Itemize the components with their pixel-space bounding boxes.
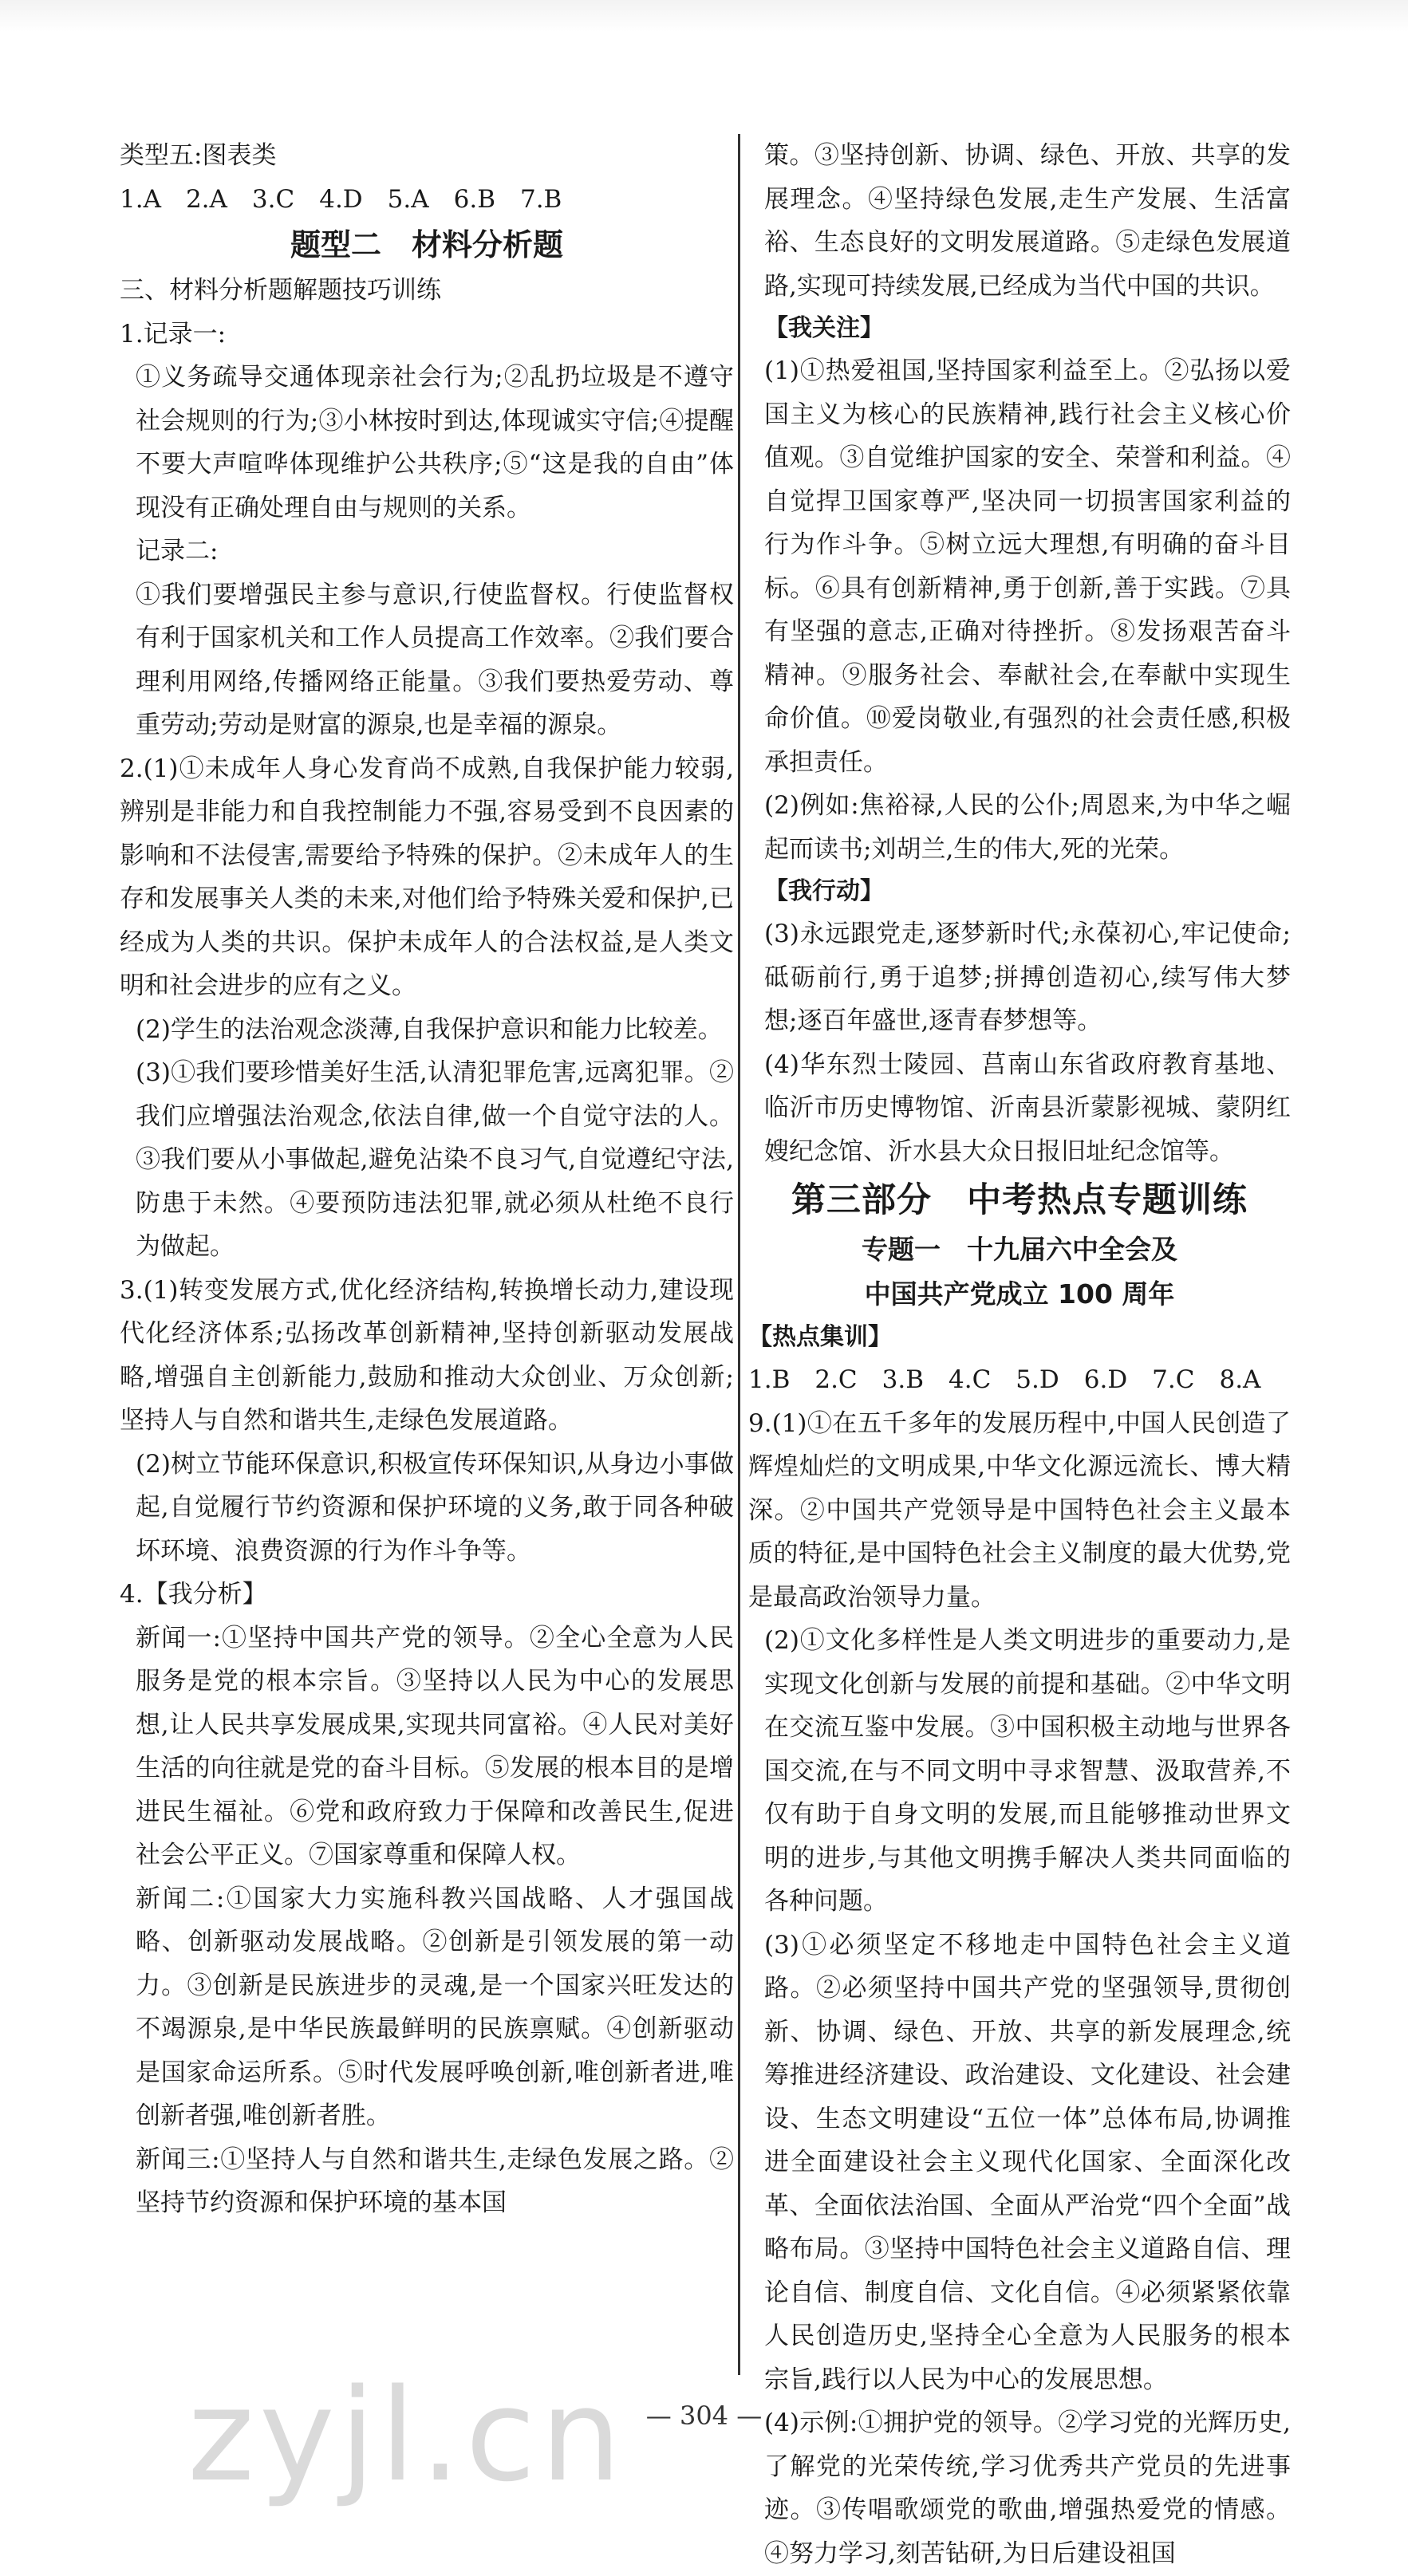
- left-paragraph: ①义务疏导交通体现亲社会行为;②乱扔垃圾是不遵守社会规则的行为;③小林按时到达,体现诚实守信;④提醒不要大声喧哗体现维护公共秩序;⑤“这是我的自由”体现没有正确处理自由与规则的关系。: [136, 363, 734, 522]
- left-paragraph: (2)学生的法治观念淡薄,自我保护意识和能力比较差。: [136, 1014, 723, 1044]
- scan-edge: [0, 0, 1408, 32]
- left-paragraph: 1.记录一:: [120, 319, 227, 349]
- left-paragraph: 题型二 材料分析题: [290, 227, 563, 262]
- right-paragraph: 第三部分 中考热点专题训练: [791, 1180, 1248, 1220]
- right-paragraph: (1)①热爱祖国,坚持国家利益至上。②弘扬以爱国主义为核心的民族精神,践行社会主义核心价值观。③自觉维护国家的安全、荣誉和利益。④自觉捍卫国家尊严,坚决同一切损害国家利益的行为作斗争。⑤树立远大理想,有明确的奋斗目标。⑥具有创新精神,勇于创新,善于实践。⑦具有坚强的意志,正确对待挫折。⑧发扬艰苦奋斗精神。⑨服务社会、奉献社会,在奉献中实现生命价值。⑩爱岗敬业,有强烈的社会责任感,积极承担责任。: [764, 356, 1291, 777]
- right-paragraph: 【热点集训】: [748, 1323, 892, 1351]
- right-paragraph: (2)①文化多样性是人类文明进步的重要动力,是实现文化创新与发展的前提和基础。②中华文明在交流互鉴中发展。③中国积极主动地与世界各国交流,在与不同文明中寻求智慧、汲取营养,不仅有助于自身文明的发展,而且能够推动世界文明的进步,与其他文明携手解决人类共同面临的各种问题。: [764, 1626, 1291, 1916]
- left-paragraph: 2.(1)①未成年人身心发育尚不成熟,自我保护能力较弱,辨别是非能力和自我控制能力不强,容易受到不良因素的影响和不法侵害,需要给予特殊的保护。②未成年人的生存和发展事关人类的未来,对他们给予特殊关爱和保护,已经成为人类的共识。保护未成年人的合法权益,是人类文明和社会进步的应有之义。: [120, 754, 734, 1000]
- left-paragraph: 3.(1)转变发展方式,优化经济结构,转换增长动力,建设现代化经济体系;弘扬改革创新精神,坚持创新驱动发展战略,增强自主创新能力,鼓励和推动大众创业、万众创新;坚持人与自然和谐共生,走绿色发展道路。: [120, 1275, 734, 1435]
- left-paragraph: 记录二:: [136, 537, 219, 565]
- right-paragraph: (3)永远跟党走,逐梦新时代;永葆初心,牢记使命;砥砺前行,勇于追梦;拼搏创造初心,续写伟大梦想;逐百年盛世,逐青春梦想等。: [764, 920, 1291, 1035]
- left-column: [120, 134, 734, 2225]
- right-paragraph: (4)示例:①拥护党的领导。②学习党的光辉历史,了解党的光荣传统,学习优秀共产党员的先进事迹。③传唱歌颂党的歌曲,增强热爱党的情感。④努力学习,刻苦钻研,为日后建设祖国: [764, 2409, 1291, 2568]
- right-paragraph: 策。③坚持创新、协调、绿色、开放、共享的发展理念。④坚持绿色发展,走生产发展、生活富裕、生态良好的文明发展道路。⑤走绿色发展道路,实现可持续发展,已经成为当代中国的共识。: [764, 141, 1291, 301]
- left-paragraph: 三、材料分析题解题技巧训练: [120, 276, 441, 305]
- watermark: zyjl.cn: [187, 2361, 626, 2510]
- right-paragraph: (2)例如:焦裕禄,人民的公仆;周恩来,为中华之崛起而读书;刘胡兰,生的伟大,死的光荣。: [764, 791, 1291, 864]
- left-paragraph: 类型五:图表类: [120, 141, 277, 170]
- left-paragraph: (3)①我们要珍惜美好生活,认清犯罪危害,远离犯罪。②我们应增强法治观念,依法自律,做一个自觉守法的人。③我们要从小事做起,避免沾染不良习气,自觉遵纪守法,防患于未然。④要预防违法犯罪,就必须从杜绝不良行为做起。: [136, 1058, 734, 1261]
- page-number: — 304 —: [645, 2401, 763, 2431]
- right-paragraph: 【我行动】: [764, 877, 884, 905]
- right-paragraph: 9.(1)①在五千多年的发展历程中,中国人民创造了辉煌灿烂的文明成果,中华文化源远流长、博大精深。②中国共产党领导是中国特色社会主义最本质的特征,是中国特色社会主义制度的最大优势,党是最高政治领导力量。: [748, 1408, 1291, 1612]
- left-paragraph: 1.A 2.A 3.C 4.D 5.A 6.B 7.B: [120, 184, 562, 214]
- column-divider: [738, 134, 740, 2375]
- right-paragraph: (4)华东烈士陵园、莒南山东省政府教育基地、临沂市历史博物馆、沂南县沂蒙影视城、蒙阴红嫂纪念馆、沂水县大众日报旧址纪念馆等。: [764, 1050, 1291, 1166]
- right-paragraph: 【我关注】: [764, 314, 884, 342]
- right-paragraph: 专题一 十九届六中全会及: [862, 1234, 1177, 1265]
- left-paragraph: 新闻二:①国家大力实施科教兴国战略、人才强国战略、创新驱动发展战略。②创新是引领发展的第一动力。③创新是民族进步的灵魂,是一个国家兴旺发达的不竭源泉,是中华民族最鲜明的民族禀赋。④创新驱动是国家命运所系。⑤时代发展呼唤创新,唯创新者进,唯创新者强,唯创新者胜。: [136, 1884, 734, 2130]
- right-paragraph: 中国共产党成立 100 周年: [864, 1278, 1175, 1310]
- left-paragraph: 4.【我分析】: [120, 1580, 267, 1609]
- right-paragraph: 1.B 2.C 3.B 4.C 5.D 6.D 7.C 8.A: [748, 1365, 1261, 1394]
- right-paragraph: (3)①必须坚定不移地走中国特色社会主义道路。②必须坚持中国共产党的坚强领导,贯彻创新、协调、绿色、开放、共享的新发展理念,统筹推进经济建设、政治建设、文化建设、社会建设、生态文明建设“五位一体”总体布局,协调推进全面建设社会主义现代化国家、全面深化改革、全面依法治国、全面从严治党“四个全面”战略布局。③坚持中国特色社会主义道路自信、理论自信、制度自信、文化自信。④必须紧紧依靠人民创造历史,坚持全心全意为人民服务的根本宗旨,践行以人民为中心的发展思想。: [764, 1930, 1291, 2394]
- left-paragraph: ①我们要增强民主参与意识,行使监督权。行使监督权有利于国家机关和工作人员提高工作效率。②我们要合理利用网络,传播网络正能量。③我们要热爱劳动、尊重劳动;劳动是财富的源泉,也是幸福的源泉。: [136, 580, 734, 739]
- left-paragraph: 新闻三:①坚持人与自然和谐共生,走绿色发展之路。②坚持节约资源和保护环境的基本国: [136, 2145, 734, 2217]
- left-paragraph: 新闻一:①坚持中国共产党的领导。②全心全意为人民服务是党的根本宗旨。③坚持以人民为中心的发展思想,让人民共享发展成果,实现共同富裕。④人民对美好生活的向往就是党的奋斗目标。⑤发展的根本目的是增进民生福祉。⑥党和政府致力于保障和改善民生,促进社会公平正义。⑦国家尊重和保障人权。: [136, 1623, 734, 1869]
- right-column: [748, 134, 1291, 2575]
- left-paragraph: (2)树立节能环保意识,积极宣传环保知识,从身边小事做起,自觉履行节约资源和保护环境的义务,敢于同各种破坏环境、浪费资源的行为作斗争等。: [136, 1449, 734, 1566]
